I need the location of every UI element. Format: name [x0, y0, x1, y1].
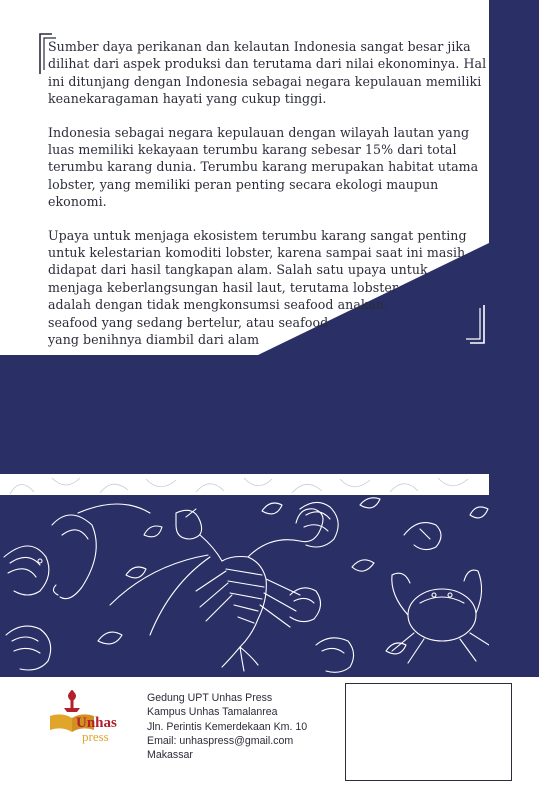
text-line: menjaga keberlangsungan hasil laut, terutama lobster: [48, 279, 398, 295]
leaf-icon: [386, 643, 406, 654]
leaf-icon: [144, 526, 162, 537]
text-line: yang benihnya diambil dari alam: [48, 332, 260, 348]
leaf-icon: [100, 484, 128, 493]
logo-text-bottom: press: [82, 729, 109, 744]
leaf-icon: [98, 632, 122, 644]
text-line: dilihat dari aspek produksi dan terutama dari nilai ekonominya. Hal: [48, 56, 487, 72]
address-line: Gedung UPT Unhas Press: [147, 692, 273, 704]
unhas-press-logo: [46, 688, 132, 744]
leaf-icon: [126, 567, 146, 578]
leaf-icon: [470, 507, 488, 518]
address-line: Makassar: [147, 749, 193, 762]
right-stripe: [489, 0, 539, 677]
text-line: luas memiliki kekayaan terumbu karang sebesar 15% dari total: [48, 142, 457, 158]
leaf-icon: [390, 484, 418, 492]
text-line: ini ditunjang dengan Indonesia sebagai negara kepulauan memiliki: [48, 73, 482, 89]
text-line: seafood yang sedang bertelur, atau seafood: [48, 314, 329, 330]
publisher-address: [147, 691, 307, 762]
leaf-icon: [52, 478, 80, 485]
text-line: keanekaragaman hayati yang cukup tinggi.: [48, 91, 327, 107]
leaf-icon: [244, 478, 272, 486]
torch-icon: [64, 690, 80, 712]
text-line: Upaya untuk menjaga ekosistem terumbu karang sangat penting: [48, 227, 467, 243]
leaf-icon: [10, 484, 34, 494]
body-text: [48, 38, 488, 365]
leaf-icon: [262, 503, 282, 514]
leaf-icon: [352, 560, 374, 571]
shrimp-icon: [316, 638, 354, 673]
paragraph-3: [48, 227, 488, 349]
crab-icon: [392, 570, 489, 663]
shrimp-icon: [4, 546, 49, 595]
leaf-icon: [340, 479, 370, 487]
leaf-icon: [438, 478, 468, 486]
paragraph-2: [48, 124, 488, 211]
address-line: Kampus Unhas Tamalanrea: [147, 706, 278, 719]
text-line: terumbu karang dunia. Terumbu karang merupakan habitat utama: [48, 159, 479, 175]
text-line: Indonesia sebagai negara kepulauan dengan wilayah lautan yang: [48, 124, 470, 140]
lobster-icon: [110, 509, 323, 671]
text-line: ekonomi.: [48, 194, 107, 210]
text-line: Sumber daya perikanan dan kelautan Indonesia sangat besar jika: [48, 39, 471, 54]
leaf-icon: [360, 498, 380, 508]
leaf-icon: [146, 479, 176, 487]
shrimp-icon: [6, 626, 51, 670]
leaf-icon: [292, 484, 322, 493]
text-line: adalah dengan tidak mengkonsumsi seafood anakan,: [48, 297, 389, 313]
text-line: untuk kelestarian komoditi lobster, karena sampai saat ini masih: [48, 245, 466, 261]
seafood-line-art: [0, 495, 489, 677]
email-line: Email: unhaspress@gmail.com: [147, 734, 294, 747]
text-line: lobster, yang memiliki peran penting secara ekologi maupun: [48, 176, 439, 192]
band-leaf-pattern: [0, 474, 489, 495]
paragraph-1: [48, 38, 488, 108]
barcode-placeholder-box: [345, 683, 512, 781]
address-line: Jln. Perintis Kemerdekaan Km. 10: [147, 720, 308, 733]
text-line: didapat dari hasil tangkapan alam. Salah satu upaya untuk: [48, 262, 428, 278]
pattern-band: [0, 474, 489, 495]
logo-text-top: Unhas: [76, 715, 117, 731]
leaf-icon: [196, 484, 224, 492]
crab-icon: [404, 523, 441, 550]
seafood-illustration-banner: [0, 495, 489, 677]
